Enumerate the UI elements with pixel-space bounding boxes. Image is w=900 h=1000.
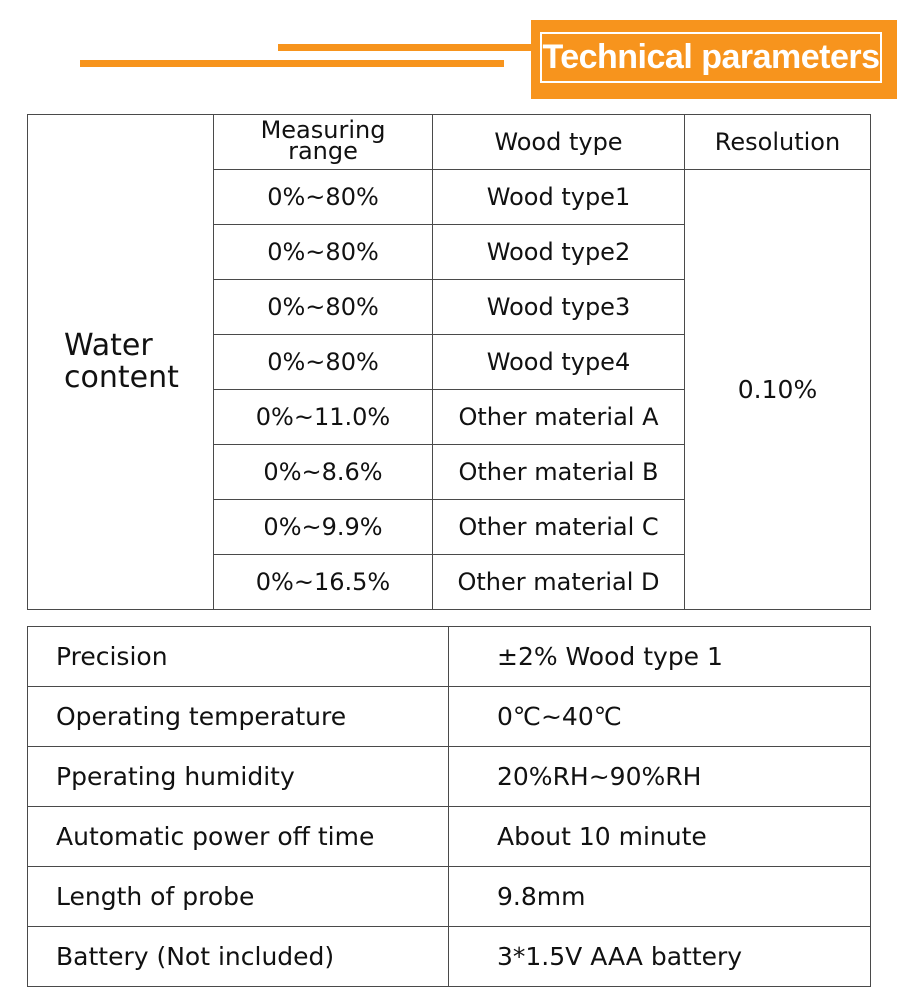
material-cell: Wood type1 <box>433 170 685 225</box>
material-cell: Wood type2 <box>433 225 685 280</box>
spec-value: About 10 minute <box>449 807 871 867</box>
range-cell: 0%~80% <box>214 335 433 390</box>
range-cell: 0%~16.5% <box>214 555 433 610</box>
spec-table <box>27 626 871 987</box>
spec-value: 20%RH~90%RH <box>449 747 871 807</box>
spec-row <box>28 867 871 927</box>
material-cell: Other material A <box>433 390 685 445</box>
resolution-value-cell: 0.10% <box>685 170 871 610</box>
spec-value: 0℃~40℃ <box>449 687 871 747</box>
header-accent-line-upper <box>278 44 536 51</box>
material-cell: Other material B <box>433 445 685 500</box>
range-cell: 0%~80% <box>214 280 433 335</box>
spec-label: Pperating humidity <box>28 747 449 807</box>
material-cell: Other material C <box>433 500 685 555</box>
spec-row <box>28 687 871 747</box>
page-title: Technical parameters <box>542 38 880 76</box>
material-cell: Other material D <box>433 555 685 610</box>
spec-label: Length of probe <box>28 867 449 927</box>
spec-value: 9.8mm <box>449 867 871 927</box>
title-frame <box>540 32 882 83</box>
resolution-header: Resolution <box>685 115 871 170</box>
water-content-label-line1: Water <box>64 328 153 363</box>
spec-row <box>28 627 871 687</box>
water-content-label-cell <box>28 115 214 610</box>
spec-value: ±2% Wood type 1 <box>449 627 871 687</box>
spec-label: Precision <box>28 627 449 687</box>
spec-value: 3*1.5V AAA battery <box>449 927 871 987</box>
water-content-table <box>27 114 871 610</box>
range-cell: 0%~80% <box>214 225 433 280</box>
measuring-range-header <box>214 115 433 170</box>
spec-label: Battery (Not included) <box>28 927 449 987</box>
water-table-header-row <box>28 115 871 170</box>
spec-row <box>28 747 871 807</box>
header-accent-line-lower <box>80 60 504 67</box>
measuring-range-header-line1: Measuring <box>260 115 386 144</box>
spec-label: Operating temperature <box>28 687 449 747</box>
range-cell: 0%~11.0% <box>214 390 433 445</box>
range-cell: 0%~80% <box>214 170 433 225</box>
wood-type-header: Wood type <box>433 115 685 170</box>
water-content-label-line2: content <box>64 360 179 395</box>
measuring-range-header-line2: range <box>288 136 358 165</box>
material-cell: Wood type3 <box>433 280 685 335</box>
spec-row <box>28 927 871 987</box>
range-cell: 0%~9.9% <box>214 500 433 555</box>
material-cell: Wood type4 <box>433 335 685 390</box>
spec-label: Automatic power off time <box>28 807 449 867</box>
spec-row <box>28 807 871 867</box>
title-badge <box>531 20 897 99</box>
range-cell: 0%~8.6% <box>214 445 433 500</box>
